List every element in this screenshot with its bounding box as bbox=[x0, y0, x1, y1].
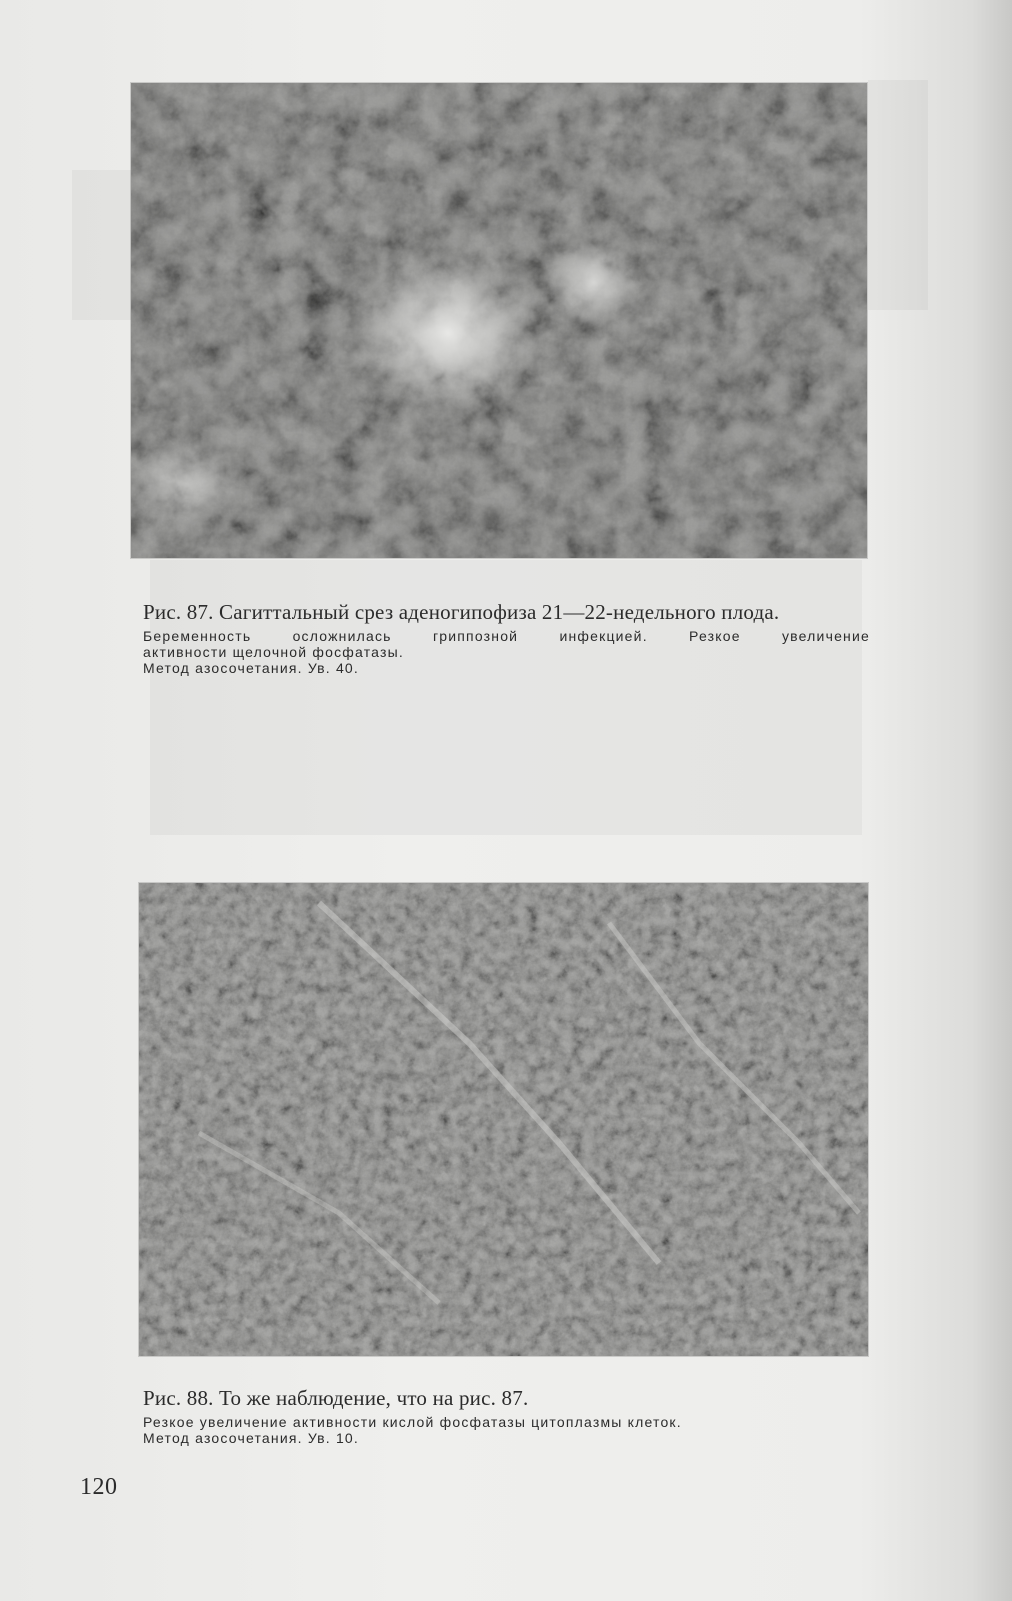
micrograph-figure-88 bbox=[139, 883, 868, 1356]
page-number: 120 bbox=[80, 1474, 118, 1500]
caption-87-line-3: Метод азосочетания. Ув. 40. bbox=[143, 660, 359, 676]
caption-88-line-1: Резкое увеличение активности кислой фосфатазы цитоплазмы клеток. bbox=[143, 1414, 682, 1430]
caption-figure-88 bbox=[143, 1386, 870, 1446]
caption-87-line-2: активности щелочной фосфатазы. bbox=[143, 644, 404, 660]
bleed-through-text-left bbox=[72, 170, 134, 320]
caption-88-line-2: Метод азосочетания. Ув. 10. bbox=[143, 1430, 359, 1446]
caption-88-body bbox=[143, 1414, 870, 1446]
caption-figure-87 bbox=[143, 600, 870, 676]
micrograph-figure-87 bbox=[131, 83, 867, 558]
micrograph-88-image bbox=[139, 883, 868, 1356]
caption-87-line-1: Беременность осложнилась гриппозной инфекцией. Резкое увеличение bbox=[143, 628, 870, 644]
bleed-through-text-right bbox=[868, 80, 928, 310]
micrograph-87-image bbox=[131, 83, 867, 558]
caption-87-title: Рис. 87. Сагиттальный срез аденогипофиза 21—22-недельного плода. bbox=[143, 600, 780, 624]
caption-88-title: Рис. 88. То же наблюдение, что на рис. 87. bbox=[143, 1386, 529, 1410]
caption-87-body bbox=[143, 628, 870, 676]
